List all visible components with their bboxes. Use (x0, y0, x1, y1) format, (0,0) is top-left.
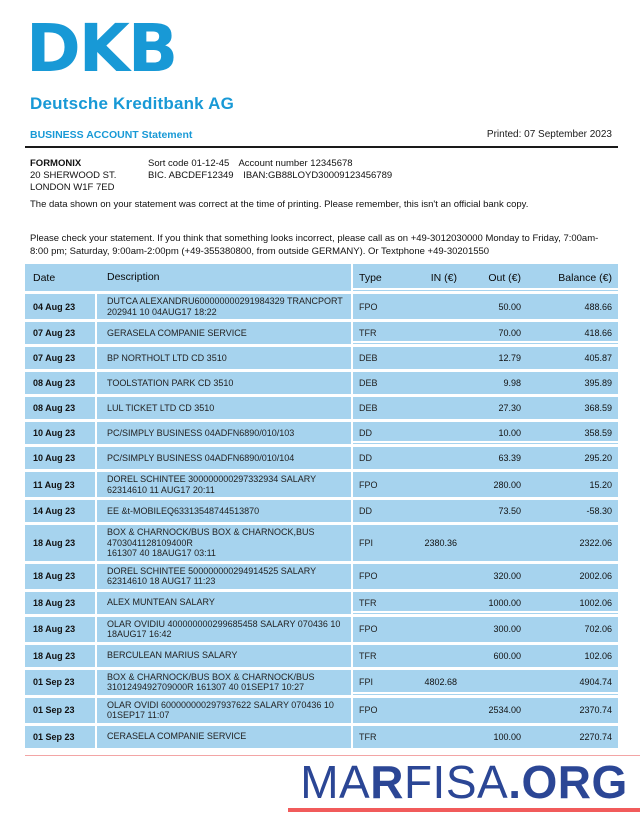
cell-date: 08 Aug 23 (25, 397, 97, 419)
account-number-label: Account number (238, 158, 308, 169)
cell-description: PC/SIMPLY BUSINESS 04ADFN6890/010/104 (97, 447, 353, 469)
cell-type: FPO (359, 705, 378, 715)
table-row (25, 347, 618, 369)
cell-type: DD (359, 453, 372, 463)
sort-code-label: Sort code (148, 158, 189, 169)
cell-balance: 2002.06 (579, 571, 612, 581)
iban-value: GB88LOYD30009123456789 (268, 170, 393, 181)
cell-date: 04 Aug 23 (25, 294, 97, 319)
cell-balance: 418.66 (584, 328, 612, 338)
cell-description: OLAR OVIDIU 400000000299685458 SALARY 070436 10 18AUG17 16:42 (97, 617, 353, 642)
cell-date: 08 Aug 23 (25, 372, 97, 394)
cell-out: 50.00 (498, 301, 521, 312)
marfisa-watermark (288, 756, 640, 812)
cell-balance: 2370.74 (579, 705, 612, 715)
cell-date: 01 Sep 23 (25, 670, 97, 695)
table-row (25, 500, 618, 522)
cell-type: TFR (359, 328, 377, 338)
table-row (25, 645, 618, 667)
table-row (25, 617, 618, 642)
account-info-block (148, 158, 392, 182)
cell-in (417, 347, 469, 369)
customer-name: FORMONIX (30, 158, 82, 169)
cell-out: 280.00 (493, 479, 521, 490)
table-row (25, 698, 618, 723)
cell-type: FPI (359, 537, 374, 548)
cell-description: DOREL SCHINTEE 300000000297332934 SALARY 62314610 11 AUG17 20:11 (97, 472, 353, 497)
check-statement-notice (30, 233, 620, 258)
cell-description: GERASELA COMPANIE SERVICE (97, 322, 353, 344)
cell-in (417, 447, 469, 469)
cell-in (417, 726, 469, 748)
cell-date: 18 Aug 23 (25, 592, 97, 614)
accuracy-notice: The data shown on your statement was correct at the time of printing. Please remember, this isn't an official bank copy. (30, 199, 529, 210)
marfisa-part-org: .ORG (508, 756, 628, 808)
cell-out (469, 525, 539, 561)
cell-type: TFR (359, 650, 377, 661)
cell-type: DD (359, 506, 372, 516)
cell-out: 27.30 (498, 403, 521, 413)
table-row (25, 422, 618, 444)
table-row (25, 372, 618, 394)
marfisa-part-ma: MA (300, 756, 371, 808)
header-out: Out (€) (488, 271, 521, 284)
cell-description: CERASELA COMPANIE SERVICE (97, 726, 353, 748)
iban-label: IBAN: (243, 170, 269, 181)
cell-out: 2534.00 (488, 705, 521, 715)
table-header-row (25, 264, 618, 291)
cell-balance: 2270.74 (579, 731, 612, 742)
cell-in (417, 645, 469, 667)
cell-type: DEB (359, 403, 378, 413)
cell-description: ALEX MUNTEAN SALARY (97, 592, 353, 614)
dkb-logo: DKB (26, 10, 177, 87)
cell-date: 14 Aug 23 (25, 500, 97, 522)
cell-type: FPO (359, 479, 378, 490)
cell-date: 18 Aug 23 (25, 525, 97, 561)
cell-balance: 2322.06 (579, 537, 612, 548)
check-statement-line2: 8:00 pm; Saturday, 9:00am-2:00pm (+49-355380800, from outside GERMANY). Or Textphone +49-30201550 (30, 245, 490, 257)
printed-date: Printed: 07 September 2023 (486, 129, 612, 140)
cell-description: TOOLSTATION PARK CD 3510 (97, 372, 353, 394)
customer-address-line1: 20 SHERWOOD ST. (30, 170, 117, 181)
bic-value: ABCDEF12349 (168, 170, 234, 181)
cell-balance: 368.59 (584, 403, 612, 413)
cell-out: 320.00 (493, 571, 521, 581)
header-balance: Balance (€) (558, 271, 612, 284)
company-name: Deutsche Kreditbank AG (30, 94, 235, 113)
table-row (25, 447, 618, 469)
cell-in (417, 617, 469, 642)
cell-out: 300.00 (493, 624, 521, 634)
cell-description: DOREL SCHINTEE 500000000294914525 SALARY 62314610 18 AUG17 11:23 (97, 564, 353, 589)
cell-balance: 488.66 (584, 301, 612, 312)
cell-type: FPO (359, 301, 378, 312)
cell-in (417, 422, 469, 444)
cell-in (417, 564, 469, 589)
marfisa-part-r: R (370, 756, 404, 808)
cell-description: PC/SIMPLY BUSINESS 04ADFN6890/010/103 (97, 422, 353, 444)
cell-description: DUTCA ALEXANDRU600000000291984329 TRANCPORT 202941 10 04AUG17 18:22 (97, 294, 353, 319)
cell-date: 01 Sep 23 (25, 698, 97, 723)
table-row (25, 592, 618, 614)
cell-date: 07 Aug 23 (25, 347, 97, 369)
cell-type: DEB (359, 353, 378, 363)
cell-in (417, 372, 469, 394)
cell-in (417, 592, 469, 614)
cell-in (417, 294, 469, 319)
cell-in (417, 698, 469, 723)
cell-out: 1000.00 (488, 597, 521, 608)
check-statement-line1: Please check your statement. If you think that something looks incorrect, please call as on +49-3012030000 Monday to Friday, 7:00am- (30, 233, 599, 244)
header-description: Description (97, 264, 353, 291)
marfisa-red-underline (288, 808, 640, 812)
table-row (25, 564, 618, 589)
table-row (25, 322, 618, 344)
header-type: Type (359, 271, 382, 284)
cell-type: DEB (359, 378, 378, 388)
cell-description: LUL TICKET LTD CD 3510 (97, 397, 353, 419)
cell-date: 01 Sep 23 (25, 726, 97, 748)
statement-title: BUSINESS ACCOUNT Statement (30, 129, 193, 141)
table-row (25, 525, 618, 561)
cell-out: 63.39 (498, 453, 521, 463)
account-line-2 (148, 170, 392, 182)
cell-description: BP NORTHOLT LTD CD 3510 (97, 347, 353, 369)
cell-balance: 4904.74 (579, 677, 612, 687)
cell-description: BERCULEAN MARIUS SALARY (97, 645, 353, 667)
cell-type: FPO (359, 624, 378, 634)
cell-type: FPO (359, 571, 378, 581)
cell-in (417, 472, 469, 497)
cell-out: 9.98 (503, 378, 521, 388)
cell-balance: 1002.06 (579, 597, 612, 608)
cell-in (417, 500, 469, 522)
cell-out: 73.50 (498, 506, 521, 516)
cell-description: BOX & CHARNOCK/BUS BOX & CHARNOCK/BUS 3101249492709000R 161307 40 01SEP17 10:27 (97, 670, 353, 695)
cell-in (417, 397, 469, 419)
header-date: Date (33, 271, 56, 284)
cell-date: 18 Aug 23 (25, 564, 97, 589)
cell-date: 18 Aug 23 (25, 617, 97, 642)
cell-type: TFR (359, 597, 377, 608)
table-row (25, 726, 618, 748)
cell-out: 12.79 (498, 353, 521, 363)
cell-description: EE &t-MOBILEQ63313548744513870 (97, 500, 353, 522)
cell-out: 70.00 (498, 328, 521, 338)
cell-balance: 295.20 (584, 453, 612, 463)
account-number-value: 12345678 (310, 158, 353, 169)
cell-in: 2380.36 (424, 537, 457, 548)
cell-in (417, 322, 469, 344)
transactions-table (25, 264, 618, 751)
marfisa-logo-text (288, 756, 640, 808)
table-row (25, 397, 618, 419)
table-row (25, 294, 618, 319)
customer-address-line2: LONDON W1F 7ED (30, 182, 115, 193)
cell-balance: 405.87 (584, 353, 612, 363)
customer-address-block (30, 158, 116, 194)
sort-code-value: 01-12-45 (191, 158, 230, 169)
cell-type: FPI (359, 677, 374, 687)
cell-date: 18 Aug 23 (25, 645, 97, 667)
header-in: IN (€) (430, 271, 457, 284)
cell-in: 4802.68 (424, 677, 457, 687)
cell-type: DD (359, 428, 372, 438)
cell-description: BOX & CHARNOCK/BUS BOX & CHARNOCK,BUS 4703041128109400R 161307 40 18AUG17 03:11 (97, 525, 353, 561)
cell-balance: 702.06 (584, 624, 612, 634)
cell-date: 10 Aug 23 (25, 447, 97, 469)
cell-type: TFR (359, 731, 377, 742)
cell-out: 10.00 (498, 428, 521, 438)
cell-date: 10 Aug 23 (25, 422, 97, 444)
account-line-1 (148, 158, 392, 170)
cell-balance: 15.20 (589, 479, 612, 490)
cell-out: 600.00 (493, 650, 521, 661)
cell-balance: 102.06 (584, 650, 612, 661)
cell-balance: 395.89 (584, 378, 612, 388)
cell-date: 11 Aug 23 (25, 472, 97, 497)
cell-description: OLAR OVIDI 600000000297937622 SALARY 070436 10 01SEP17 11:07 (97, 698, 353, 723)
table-row (25, 670, 618, 695)
cell-balance: -58.30 (586, 506, 612, 516)
table-body (25, 294, 618, 748)
bic-label: BIC. (148, 170, 167, 181)
cell-balance: 358.59 (584, 428, 612, 438)
table-row (25, 472, 618, 497)
marfisa-part-fisa: FISA (403, 756, 509, 808)
header-divider (25, 146, 618, 148)
cell-out (469, 670, 539, 695)
cell-out: 100.00 (493, 731, 521, 742)
cell-date: 07 Aug 23 (25, 322, 97, 344)
